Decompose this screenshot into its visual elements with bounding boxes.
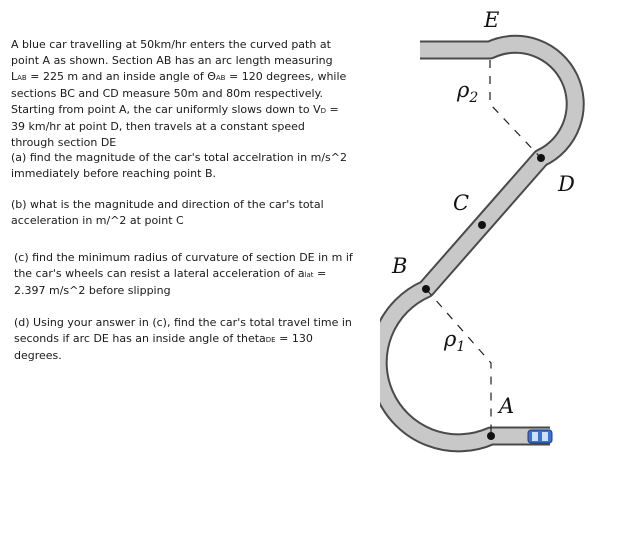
label-e: E bbox=[484, 8, 500, 32]
question-part-c: (c) find the minimum radius of curvature of section DE in m if the car's wheels can resist a lateral acceleration of alat = 2.397 m/s^2 before slipping bbox=[14, 251, 353, 297]
point-c-dot bbox=[478, 221, 486, 229]
point-b-dot bbox=[422, 285, 430, 293]
point-a-dot bbox=[487, 432, 495, 440]
label-rho1: $\rho_1$ bbox=[444, 327, 466, 355]
label-c: C bbox=[453, 191, 470, 215]
question-part-a: (a) find the magnitude of the car's total accelration in m/s^2 immediately before reaching point B. bbox=[11, 151, 347, 180]
rho1-radius-line bbox=[426, 289, 491, 436]
point-d-dot bbox=[537, 154, 545, 162]
question-part-d: (d) Using your answer in (c), find the car's total travel time in seconds if arc DE has an inside angle of thetaDE = 130 degrees. bbox=[14, 316, 352, 362]
label-b: B bbox=[392, 254, 408, 278]
blue-car-icon bbox=[528, 430, 552, 443]
label-d: D bbox=[558, 172, 575, 196]
label-rho2: $\rho_2$ bbox=[457, 78, 479, 106]
label-a: A bbox=[499, 394, 515, 418]
question-part-b: (b) what is the magnitude and direction of the car's total acceleration in m/^2 at point C bbox=[11, 198, 324, 227]
track-diagram bbox=[380, 0, 629, 500]
rho2-radius-line bbox=[490, 60, 541, 158]
problem-intro: A blue car travelling at 50km/hr enters the curved path at point A as shown. Section AB has an arc length measuring LAB = 225 m and an inside angle of ΘAB = 120 degrees, while sections BC and CD measure 50m and 80m respectively. Starting from point A, the car uniformly slows down to VD = 39 km/hr at point D, then travels at a constant speed through section DE bbox=[11, 38, 347, 149]
